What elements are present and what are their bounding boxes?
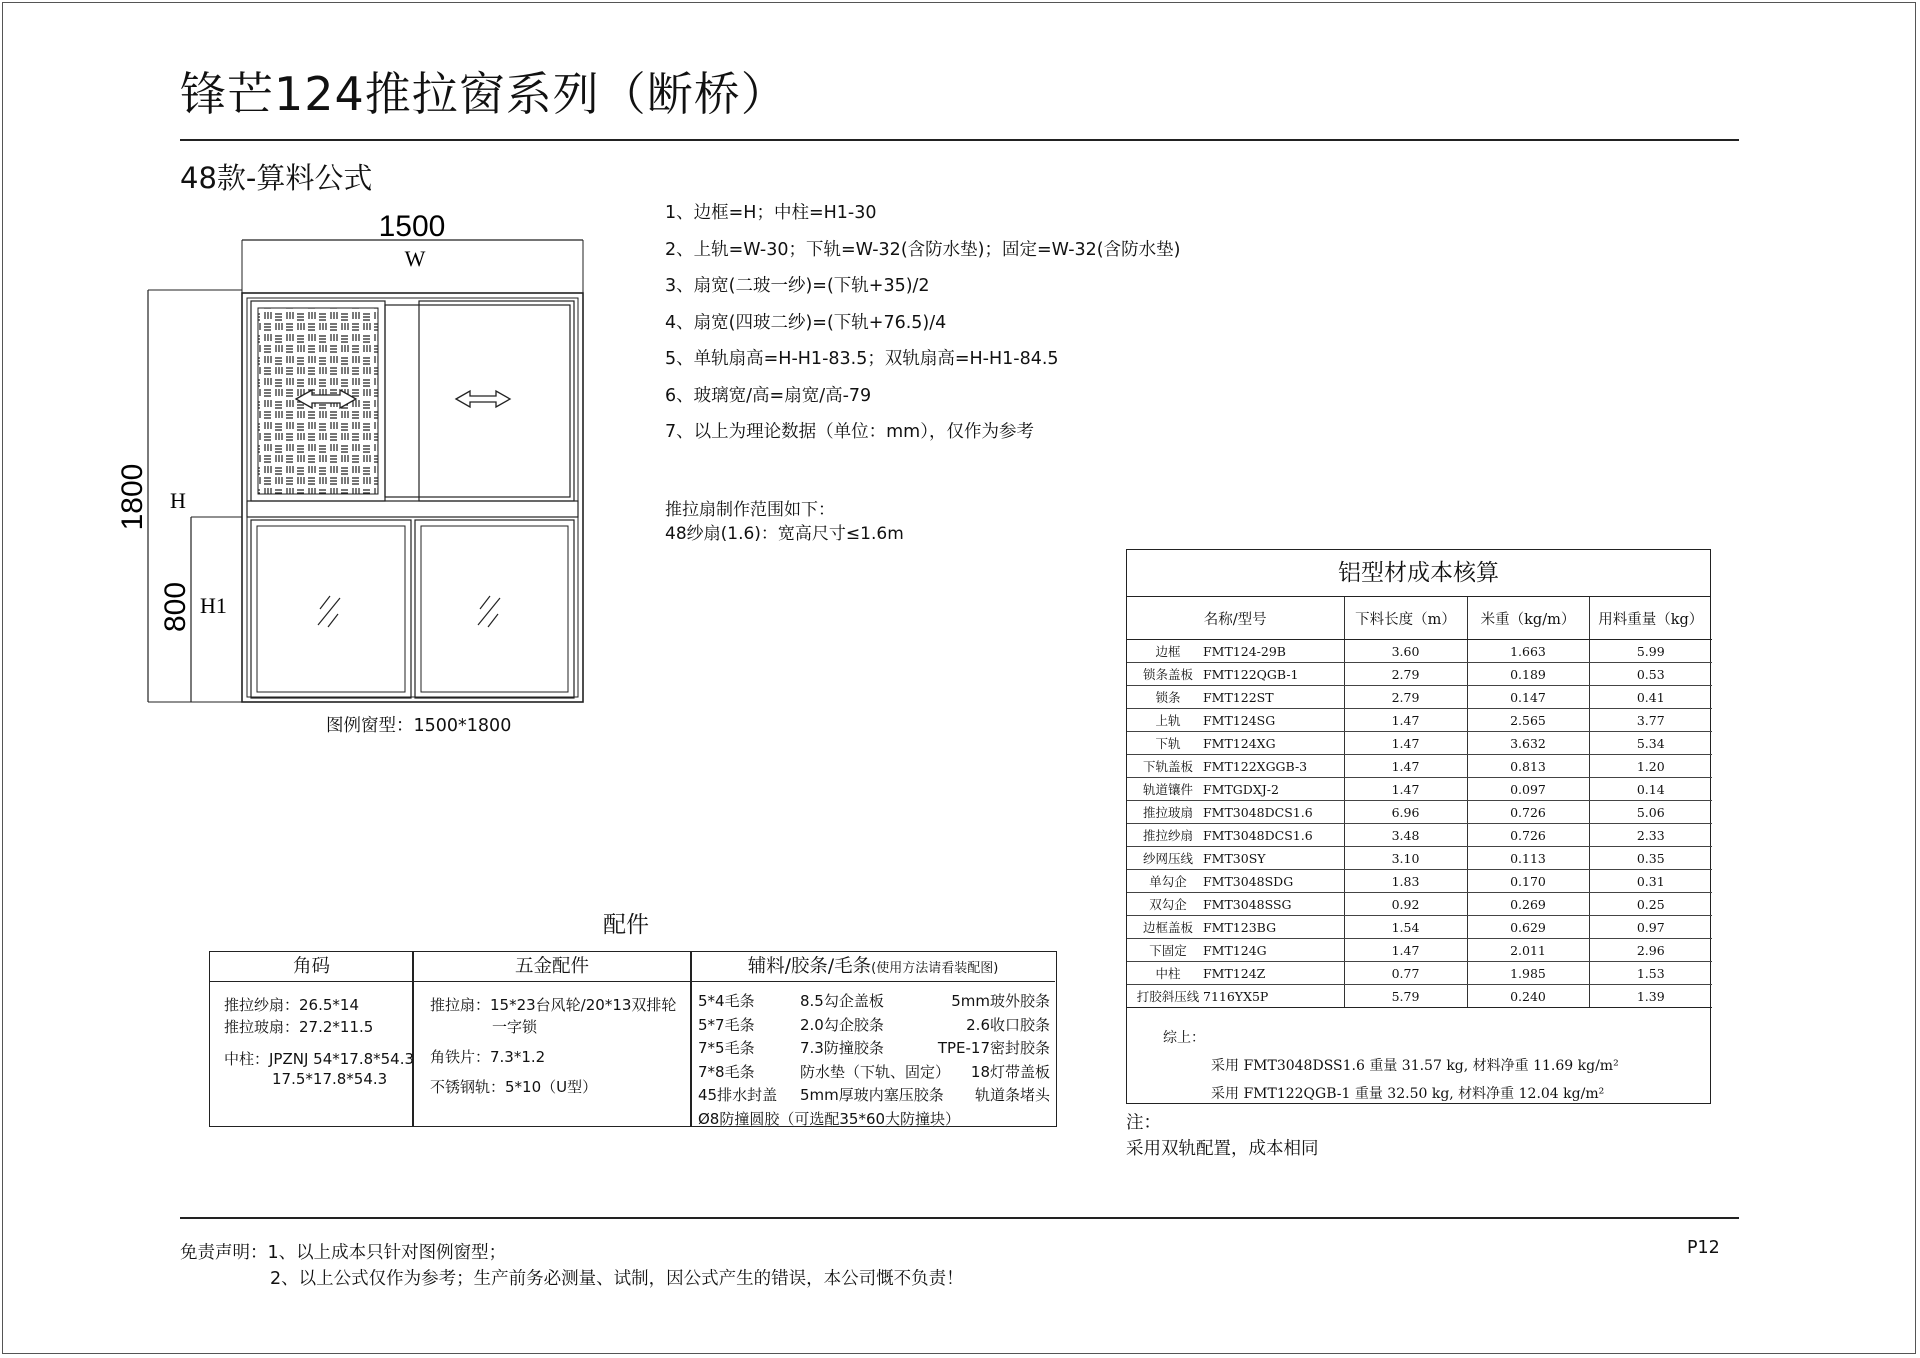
note-label: 注： (1126, 1113, 1161, 1133)
cost-cell-length: 1.83 (1344, 870, 1467, 893)
cost-cell-unit-weight: 0.813 (1467, 755, 1589, 778)
cost-row (1127, 824, 1712, 847)
cost-cell-length: 3.60 (1344, 640, 1467, 663)
cost-row (1127, 847, 1712, 870)
cost-cell-name (1127, 985, 1344, 1008)
cost-cell-unit-weight: 1.985 (1467, 962, 1589, 985)
parts-table (209, 951, 1057, 1127)
col-header-unit-weight: 米重（kg/m） (1467, 597, 1589, 640)
summary-label: 综上： (1163, 1030, 1205, 1046)
part-model: FMT124SG (1203, 713, 1276, 728)
cost-cell-weight: 0.25 (1589, 893, 1712, 916)
part-name: 下轨盖板 (1142, 759, 1193, 774)
cost-cell-unit-weight: 2.011 (1467, 939, 1589, 962)
part-name: 打胶斜压线 (1136, 989, 1200, 1004)
cost-cell-weight: 5.06 (1589, 801, 1712, 824)
part-name: 边框 (1155, 644, 1181, 659)
cost-cell-unit-weight: 0.726 (1467, 801, 1589, 824)
formula-item: 4、扇宽(四玻二纱)=(下轨+76.5)/4 (665, 312, 947, 333)
part-model: FMT122QGB-1 (1203, 667, 1299, 682)
col-header-weight: 用料重量（kg） (1589, 597, 1712, 640)
disclaimer-line: 1、以上成本只针对图例窗型； (267, 1243, 507, 1263)
aux-item: 7.3防撞胶条 (800, 1039, 884, 1057)
part-name: 推拉纱扇 (1142, 828, 1193, 843)
cost-cell-weight: 5.99 (1589, 640, 1712, 663)
cost-row (1127, 801, 1712, 824)
aux-item: 45排水封盖 (698, 1086, 778, 1104)
cost-cell-name (1127, 640, 1344, 663)
cost-cell-length: 6.96 (1344, 801, 1467, 824)
corner-item: 推拉玻扇：27.2*11.5 (224, 1018, 374, 1036)
aux-item: 5mm玻外胶条 (951, 992, 1050, 1010)
part-name: 下固定 (1149, 943, 1187, 958)
cost-cell-name (1127, 893, 1344, 916)
cost-cell-unit-weight: 0.097 (1467, 778, 1589, 801)
lower-label: H1 (200, 593, 227, 618)
summary-line: 采用 FMT3048DSS1.6 重量 31.57 kg, 材料净重 11.69 kg/m² (1211, 1058, 1619, 1074)
parts-header-hardware: 五金配件 (413, 952, 691, 982)
note (1126, 1110, 1319, 1162)
width-label: W (404, 246, 426, 271)
part-model: FMTGDXJ-2 (1203, 782, 1279, 797)
aux-item: 2.0勾企胶条 (800, 1015, 884, 1034)
part-name: 上轨 (1155, 713, 1181, 728)
cost-row (1127, 663, 1712, 686)
cost-cell-length: 2.79 (1344, 686, 1467, 709)
page-title: 锋芒124推拉窗系列（断桥） (180, 67, 788, 121)
section-subtitle: 48款-算料公式 (180, 161, 373, 195)
part-model: FMT124Z (1203, 966, 1266, 981)
parts-header-aux (691, 952, 1055, 982)
aux-item: 7*5毛条 (698, 1039, 755, 1057)
cost-cell-weight: 0.53 (1589, 663, 1712, 686)
parts-header-corner: 角码 (210, 952, 413, 982)
part-name: 推拉玻扇 (1142, 805, 1193, 820)
cost-cell-name (1127, 824, 1344, 847)
part-name: 锁条 (1155, 690, 1181, 705)
cost-cell-length: 1.47 (1344, 778, 1467, 801)
cost-cell-length: 0.92 (1344, 893, 1467, 916)
aux-item: 18灯带盖板 (970, 1062, 1050, 1081)
drawing-caption: 图例窗型：1500*1800 (326, 716, 512, 736)
cost-cell-length: 1.47 (1344, 755, 1467, 778)
cost-row (1127, 870, 1712, 893)
cost-table-grid (1127, 597, 1712, 1008)
cost-cell-name (1127, 870, 1344, 893)
parts-divider (690, 952, 692, 1126)
cost-row (1127, 640, 1712, 663)
aux-item: Ø8防撞圆胶（可选配35*60大防撞块） (698, 1110, 961, 1128)
part-name: 单勾企 (1149, 874, 1187, 889)
cost-cell-unit-weight: 0.629 (1467, 916, 1589, 939)
summary-line: 采用 FMT122QGB-1 重量 32.50 kg, 材料净重 12.04 kg/m² (1211, 1086, 1605, 1102)
cost-cell-name (1127, 663, 1344, 686)
aux-item: 轨道条堵头 (974, 1086, 1050, 1104)
formula-item: 1、边框=H；中柱=H1-30 (665, 203, 877, 223)
part-name: 纱网压线 (1142, 851, 1193, 866)
part-model: 7116YX5P (1203, 989, 1269, 1004)
part-model: FMT3048SSG (1203, 897, 1292, 912)
cost-row (1127, 732, 1712, 755)
parts-header-aux-suffix: (使用方法请看装配图) (871, 961, 999, 976)
formula-item: 6、玻璃宽/高=扇宽/高-79 (665, 385, 872, 406)
lower-dimension: 800 (159, 581, 192, 633)
disclaimer-line: 2、以上公式仅作为参考；生产前务必测量、试制，因公式产生的错误，本公司慨不负责！ (270, 1269, 964, 1289)
formula-list (665, 195, 1180, 451)
cost-row (1127, 985, 1712, 1008)
aux-item: 5*7毛条 (698, 1015, 755, 1034)
part-model: FMT124G (1203, 943, 1267, 958)
title-rule (180, 139, 1739, 141)
aux-item: 防水垫（下轨、固定） (800, 1062, 951, 1081)
height-label: H (170, 488, 186, 513)
formula-item: 7、以上为理论数据（单位：mm），仅作为参考 (665, 422, 1034, 442)
cost-cell-unit-weight: 1.663 (1467, 640, 1589, 663)
cost-cell-length: 1.47 (1344, 732, 1467, 755)
cost-cell-name (1127, 847, 1344, 870)
part-model: FMT3048DCS1.6 (1203, 805, 1313, 820)
formula-item: 2、上轨=W-30；下轨=W-32(含防水垫)；固定=W-32(含防水垫) (665, 239, 1181, 260)
cost-cell-length: 0.77 (1344, 962, 1467, 985)
aux-item: 8.5勾企盖板 (800, 992, 884, 1010)
aux-item: 5mm厚玻内塞压胶条 (800, 1086, 944, 1104)
formula-item: 3、扇宽(二玻一纱)=(下轨+35)/2 (665, 276, 930, 296)
part-model: FMT124XG (1203, 736, 1276, 751)
aux-item: TPE-17密封胶条 (937, 1039, 1050, 1057)
cost-cell-name (1127, 962, 1344, 985)
cost-cell-unit-weight: 0.147 (1467, 686, 1589, 709)
hardware-item: 推拉扇：15*23台风轮/20*13双排轮 (430, 996, 677, 1014)
cost-cell-name (1127, 755, 1344, 778)
cost-row (1127, 962, 1712, 985)
cost-cell-weight: 3.77 (1589, 709, 1712, 732)
cost-cell-weight: 0.97 (1589, 916, 1712, 939)
part-model: FMT3048SDG (1203, 874, 1294, 889)
cost-cell-length: 2.79 (1344, 663, 1467, 686)
part-name: 轨道镶件 (1142, 782, 1193, 797)
cost-row (1127, 686, 1712, 709)
sash-range-item: 48纱扇(1.6)：宽高尺寸≤1.6m (665, 524, 904, 544)
disclaimer-label: 免责声明： (180, 1243, 268, 1263)
cost-cell-weight: 0.14 (1589, 778, 1712, 801)
part-name: 中柱 (1155, 966, 1181, 981)
cost-row (1127, 916, 1712, 939)
cost-cell-weight: 5.34 (1589, 732, 1712, 755)
note-text: 采用双轨配置，成本相同 (1126, 1139, 1319, 1159)
aux-item: 2.6收口胶条 (966, 1015, 1050, 1034)
part-model: FMT3048DCS1.6 (1203, 828, 1313, 843)
cost-cell-weight: 2.33 (1589, 824, 1712, 847)
cost-row (1127, 893, 1712, 916)
sash-range-heading: 推拉扇制作范围如下： (665, 500, 835, 520)
part-model: FMT124-29B (1203, 644, 1286, 659)
cost-cell-name (1127, 709, 1344, 732)
cost-table (1126, 549, 1711, 1104)
aux-item: 5*4毛条 (698, 992, 755, 1010)
cost-cell-length: 3.48 (1344, 824, 1467, 847)
parts-divider (412, 952, 414, 1126)
cost-cell-unit-weight: 0.726 (1467, 824, 1589, 847)
cost-cell-name (1127, 939, 1344, 962)
part-model: FMT122ST (1203, 690, 1274, 705)
part-name: 锁条盖板 (1142, 667, 1193, 682)
part-model: FMT122XGGB-3 (1203, 759, 1308, 774)
cost-cell-weight: 1.53 (1589, 962, 1712, 985)
aux-item: 7*8毛条 (698, 1062, 755, 1081)
cost-row (1127, 709, 1712, 732)
part-model: FMT30SY (1203, 851, 1266, 866)
window-drawing (108, 200, 608, 720)
cost-cell-unit-weight: 2.565 (1467, 709, 1589, 732)
cost-table-header-row (1127, 597, 1712, 640)
cost-cell-weight: 0.41 (1589, 686, 1712, 709)
cost-cell-length: 1.47 (1344, 709, 1467, 732)
hardware-item: 一字锁 (492, 1018, 538, 1036)
cost-cell-unit-weight: 3.632 (1467, 732, 1589, 755)
part-name: 双勾企 (1149, 897, 1187, 912)
cost-row (1127, 939, 1712, 962)
width-dimension: 1500 (378, 210, 446, 243)
disclaimer (180, 1240, 964, 1292)
hardware-item: 角铁片：7.3*1.2 (430, 1048, 546, 1066)
cost-cell-name (1127, 686, 1344, 709)
col-header-name: 名称/型号 (1127, 597, 1344, 640)
cost-cell-length: 5.79 (1344, 985, 1467, 1008)
hardware-item: 不锈钢轨：5*10（U型） (430, 1078, 598, 1096)
formula-item: 5、单轨扇高=H-H1-83.5；双轨扇高=H-H1-84.5 (665, 349, 1059, 369)
cost-cell-weight: 0.35 (1589, 847, 1712, 870)
cost-cell-unit-weight: 0.113 (1467, 847, 1589, 870)
corner-item: 17.5*17.8*54.3 (272, 1070, 388, 1088)
cost-cell-weight: 1.39 (1589, 985, 1712, 1008)
corner-item: 推拉纱扇：26.5*14 (224, 996, 359, 1014)
cost-cell-length: 1.54 (1344, 916, 1467, 939)
cost-cell-unit-weight: 0.170 (1467, 870, 1589, 893)
cost-cell-name (1127, 801, 1344, 824)
part-name: 边框盖板 (1142, 920, 1193, 935)
cost-summary (1127, 1008, 1710, 1108)
cost-cell-weight: 2.96 (1589, 939, 1712, 962)
cost-table-title: 铝型材成本核算 (1127, 550, 1710, 597)
cost-cell-weight: 1.20 (1589, 755, 1712, 778)
cost-row (1127, 755, 1712, 778)
footer-rule (180, 1217, 1739, 1219)
parts-header-aux-label: 辅料/胶条/毛条 (747, 956, 872, 977)
page-number: P12 (1687, 1238, 1720, 1258)
parts-title: 配件 (603, 912, 649, 938)
col-header-length: 下料长度（m） (1344, 597, 1467, 640)
corner-item: 中柱：JPZNJ 54*17.8*54.3 (224, 1050, 415, 1068)
cost-cell-length: 3.10 (1344, 847, 1467, 870)
cost-cell-weight: 0.31 (1589, 870, 1712, 893)
cost-cell-name (1127, 732, 1344, 755)
cost-cell-unit-weight: 0.189 (1467, 663, 1589, 686)
cost-cell-name (1127, 916, 1344, 939)
cost-cell-unit-weight: 0.240 (1467, 985, 1589, 1008)
cost-cell-name (1127, 778, 1344, 801)
cost-cell-length: 1.47 (1344, 939, 1467, 962)
cost-cell-unit-weight: 0.269 (1467, 893, 1589, 916)
cost-row (1127, 778, 1712, 801)
part-model: FMT123BG (1203, 920, 1277, 935)
height-dimension: 1800 (116, 463, 149, 531)
sash-range (665, 498, 904, 546)
part-name: 下轨 (1155, 736, 1181, 751)
